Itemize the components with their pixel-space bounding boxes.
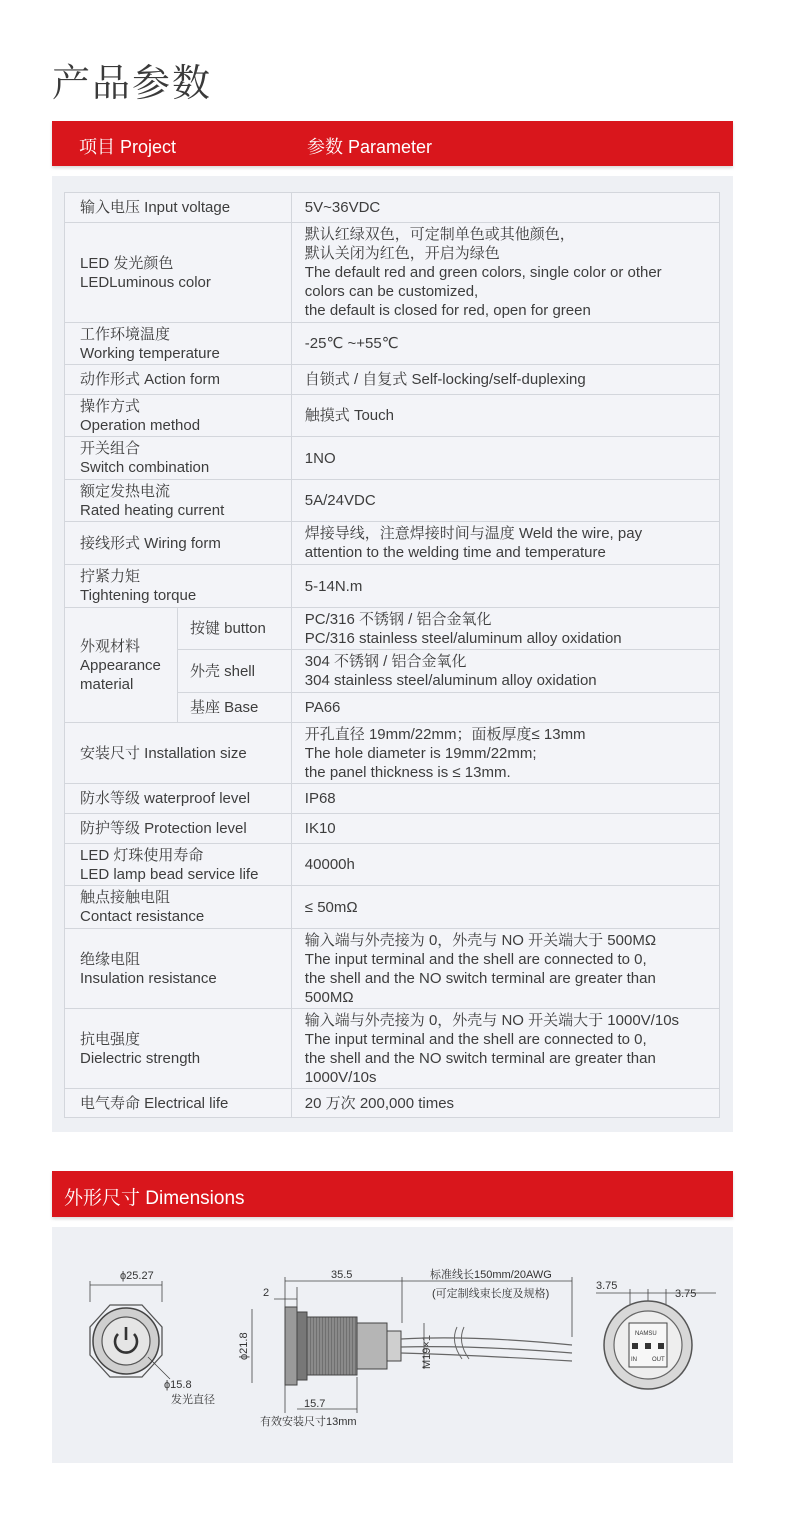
header-parameter: 参数 Parameter xyxy=(307,137,433,157)
row-value: 5-14N.m xyxy=(291,565,719,608)
row-label: 触点接触电阻 Contact resistance xyxy=(65,886,292,929)
rear-base-shape xyxy=(357,1323,387,1369)
row-value: 40000h xyxy=(291,844,719,886)
row-sublabel: 基座 Base xyxy=(177,693,291,723)
row-label: 防护等级 Protection level xyxy=(65,814,292,844)
material-group-label: 外观材料 Appearance material xyxy=(65,608,178,723)
light-ring-shape xyxy=(102,1317,150,1365)
wire-note-2: (可定制线束长度及规格) xyxy=(432,1288,550,1300)
row-sublabel: 按键 button xyxy=(177,608,291,650)
pin-shape xyxy=(645,1343,651,1349)
table-row xyxy=(65,437,720,480)
row-label: 输入电压 Input voltage xyxy=(65,193,292,223)
table-row xyxy=(65,365,720,395)
thread-length-label: 15.7 xyxy=(304,1398,326,1410)
pin-right-label: 3.75 xyxy=(675,1288,697,1300)
row-value: 5V~36VDC xyxy=(291,193,719,223)
length-label: 35.5 xyxy=(331,1269,353,1281)
row-label: 电气寿命 Electrical life xyxy=(65,1089,292,1118)
row-value: ≤ 50mΩ xyxy=(291,886,719,929)
brand-mark: NAMSU xyxy=(635,1331,657,1337)
bezel-label: 2 xyxy=(263,1287,270,1299)
front-diameter-label: ϕ25.27 xyxy=(120,1270,154,1282)
row-sublabel: 外壳 shell xyxy=(177,650,291,693)
table-row xyxy=(65,784,720,814)
row-value: -25℃ ~+55℃ xyxy=(291,323,719,365)
row-value: 默认红绿双色，可定制单色或其他颜色， 默认关闭为红色，开启为绿色 The default red and green colors, single color or other colors can be customized, the default is closed for red, open for green xyxy=(291,223,719,323)
row-label: LED 灯珠使用寿命 LED lamp bead service life xyxy=(65,844,292,886)
table-row xyxy=(65,844,720,886)
row-value: 自锁式 / 自复式 Self-locking/self-duplexing xyxy=(291,365,719,395)
table-row xyxy=(65,929,720,1009)
table-row xyxy=(65,323,720,365)
pin-shape xyxy=(658,1343,664,1349)
row-label: 接线形式 Wiring form xyxy=(65,522,292,565)
table-row xyxy=(65,1009,720,1089)
dimensions-title: 外形尺寸 Dimensions xyxy=(64,1188,245,1209)
row-value: PA66 xyxy=(291,693,719,723)
table-row xyxy=(65,608,720,650)
row-label: 操作方式 Operation method xyxy=(65,395,292,437)
row-label: 安装尺寸 Installation size xyxy=(65,723,292,784)
table-row xyxy=(65,1089,720,1118)
row-label: 拧紧力矩 Tightening torque xyxy=(65,565,292,608)
row-label: 绝缘电阻 Insulation resistance xyxy=(65,929,292,1009)
row-value: PC/316 不锈钢 / 铝合金氧化 PC/316 stainless steel/aluminum alloy oxidation xyxy=(291,608,719,650)
nut-shape xyxy=(297,1312,307,1380)
row-value: 焊接导线，注意焊接时间与温度 Weld the wire, pay attention to the welding time and temperature xyxy=(291,522,719,565)
pin-label-in: IN xyxy=(631,1357,637,1363)
thread-label: M19×1 xyxy=(421,1335,433,1369)
spec-table xyxy=(64,192,720,1118)
row-label: 抗电强度 Dielectric strength xyxy=(65,1009,292,1089)
row-label: 动作形式 Action form xyxy=(65,365,292,395)
row-label: 开关组合 Switch combination xyxy=(65,437,292,480)
row-value: 1NO xyxy=(291,437,719,480)
table-row xyxy=(65,886,720,929)
row-label: 工作环境温度 Working temperature xyxy=(65,323,292,365)
table-row xyxy=(65,565,720,608)
bezel-shape xyxy=(285,1307,297,1385)
table-row xyxy=(65,814,720,844)
wire-note: 标准线长150mm/20AWG xyxy=(430,1269,552,1281)
row-value: 20 万次 200,000 times xyxy=(291,1089,719,1118)
row-label: 防水等级 waterproof level xyxy=(65,784,292,814)
row-value: 触摸式 Touch xyxy=(291,395,719,437)
pin-left-label: 3.75 xyxy=(596,1280,618,1292)
table-row xyxy=(65,395,720,437)
dimensions-header-bar xyxy=(52,1171,733,1217)
pin-shape xyxy=(632,1343,638,1349)
page-title: 产品参数 xyxy=(52,63,213,105)
header-project: 项目 Project xyxy=(79,137,177,157)
row-value: 304 不锈钢 / 铝合金氧化 304 stainless steel/aluminum alloy oxidation xyxy=(291,650,719,693)
effective-install-label: 有效安装尺寸13mm xyxy=(260,1416,357,1428)
row-value: IK10 xyxy=(291,814,719,844)
rear-view xyxy=(596,1280,716,1389)
row-value: 开孔直径 19mm/22mm；面板厚度≤ 13mm The hole diameter is 19mm/22mm; the panel thickness is ≤ 13mm. xyxy=(291,723,719,784)
table-row xyxy=(65,723,720,784)
light-diameter-note: 发光直径 xyxy=(171,1394,215,1406)
table-row xyxy=(65,223,720,323)
table-row xyxy=(65,522,720,565)
table-header-bar xyxy=(52,121,733,166)
row-label: LED 发光颜色 LEDLuminous color xyxy=(65,223,292,323)
table-row xyxy=(65,480,720,522)
light-diameter-label: ϕ15.8 xyxy=(164,1379,192,1391)
row-value: IP68 xyxy=(291,784,719,814)
pin-label-out: OUT xyxy=(652,1357,665,1363)
row-label: 额定发热电流 Rated heating current xyxy=(65,480,292,522)
row-value: 输入端与外壳接为 0，外壳与 NO 开关端大于 1000V/10s The input terminal and the shell are connected to 0, the shell and the NO switch terminal are greater than 1000V/10s xyxy=(291,1009,719,1089)
table-row xyxy=(65,193,720,223)
row-value: 输入端与外壳接为 0，外壳与 NO 开关端大于 500MΩ The input terminal and the shell are connected to 0, the shell and the NO switch terminal are greater than 500MΩ xyxy=(291,929,719,1009)
row-value: 5A/24VDC xyxy=(291,480,719,522)
terminal-shape xyxy=(387,1331,401,1361)
front-view xyxy=(90,1270,215,1406)
side-view xyxy=(238,1267,572,1428)
thread-body-shape xyxy=(307,1317,357,1375)
body-diameter-label: ϕ21.8 xyxy=(238,1332,250,1360)
dimension-drawing xyxy=(52,1227,733,1463)
